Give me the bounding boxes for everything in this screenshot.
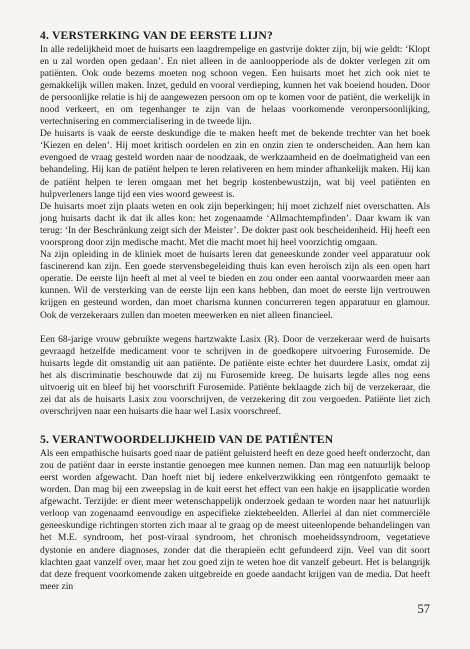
paragraph-4-4: Na zijn opleiding in de kliniek moet de huisarts leren dat geneeskunde zonder veel apparatuur ook fascinerend kan zijn. Een goede stervensbegeleiding thuis kan even heroïsch zijn als een open hart operatie. De eerste lijn heeft al met al veel te bieden en zou onder een aantal voorwaarden meer aan kunnen. Wil de versterking van de eerste lijn een kans hebben, dan moet de eerste lijn vertrouwen krijgen en gesteund worden, dan moet charisma kunnen concurreren tegen apparatuur en glamour. Ook de verzekeraars zullen dan moeten meewerken en niet alleen financieel. [40, 249, 430, 321]
section-spacer [40, 418, 430, 433]
paragraph-4-1: In alle redelijkheid moet de huisarts een laagdrempelige en gastvrije dokter zijn, bij wie geldt: ‘Klopt en u zal worden open gedaan’. En niet alleen in de aanloopperiode als de dokter verlegen zit om patiënten. Ook oude bezems moeten nog schoon vegen. Een huisarts moet het zich ook niet te gemakkelijk willen maken. Inzet, geduld en vooral verdieping, kunnen het vak boeiend houden. Door de persoonlijke relatie is hij de aangewezen persoon om op te komen voor de patiënt, die werkelijk in nood verkeert, en om tegenhanger te zijn van de helaas voorkomende veronpersoonlijking, vertechnisering en commercialisering in de tweede lijn. [40, 43, 430, 128]
paragraph-4-2: De huisarts is vaak de eerste deskundige die te maken heeft met de bekende trechter van het boek ‘Kiezen en delen’. Hij moet kritisch oordelen en zin en onzin zien te onderscheiden. Aan hem kan evengoed de vraag gesteld worden naar de noodzaak, de werkzaamheid en de doelmatigheid van een behandeling. Hij kan de patiënt helpen te leren relativeren en hem minder afhankelijk maken. Hij kan de patiënt helpen te leren omgaan met het begrip kostenbewustzijn, wat bij veel patiënten en hulpverleners lange tijd een vies woord geweest is. [40, 128, 430, 200]
paragraph-4-3: De huisarts moet zijn plaats weten en ook zijn beperkingen; hij moet zichzelf niet overschatten. Als jong huisarts dacht ik dat ik alles kon: het zogenaamde ‘Allmachtempfinden’. Daar kwam ik van terug: ‘In der Beschränkung zeigt sich der Meister’. De dokter past ook bescheidenheid. Hij heeft een voorsprong door zijn medische macht. Met die macht moet hij heel voorzichtig omgaan. [40, 200, 430, 248]
paragraph-5-1: Als een empathische huisarts goed naar de patiënt geluisterd heeft en deze goed heeft onderzocht, dan zou de patiënt daar in eerste instantie genoegen mee kunnen nemen. Dan mag een natuurlijk beloop eerst worden afgewacht. Dan hoeft niet bij iedere enkelverzwikking een röntgenfoto gemaakt te worden. Dan mag bij een zweepslag in de kuit eerst het effect van een hakje en ijsapplicatie worden afgewacht. Terzijde: er dient meer wetenschappelijk onderzoek gedaan te worden naar het natuurlijk verloop van zogenaamd eenvoudige en aspecifieke ziektebeelden. Allerlei al dan niet commerciële geneeskundige richtingen storten zich maar al te graag op de meest uiteenlopende behandelingen van het M.E. syndroom, het post-viraal syndroom, het chronisch moeheidssyndroom, vegetatieve dystonie en andere diagnoses, zonder dat die therapieën echt gefundeerd zijn. Veel van dit soort klachten gaat vanzelf over, maar het zou goed zijn te weten hoe dit vanzelf gebeurt. Het is belangrijk dat deze frequent voorkomende zaken uitgebreide en goede aandacht krijgen van de media. Dat heeft meer zin [40, 447, 430, 592]
section-heading-5: 5. VERANTWOORDELIJKHEID VAN DE PATIËNTEN [40, 433, 334, 447]
paragraph-spacer [40, 322, 430, 334]
section-heading-4: 4. VERSTERKING VAN DE EERSTE LIJN? [40, 29, 273, 42]
paragraph-4-case: Een 68-jarige vrouw gebruikte wegens hartzwakte Lasix (R). Door de verzekeraar werd de huisarts gevraagd hetzelfde medicament voor te schrijven in de goedkopere uitvoering Furosemide. De huisarts legde dit omstandig uit aan patiënte. De patiënte eiste echter het duurdere Lasix, omdat zij het als discriminatie beschouwde dat zij nu Furosemide kreeg. De huisarts legde alles nog eens uitvoerig uit en bleef bij het voorschrift Furosemide. Patiënte beklaagde zich bij de verzekeraar, die zei dat als de huisarts Lasix zou voorschrijven, de verzekering dit zou vergoeden. Patiënte liet zich overschrijven naar een huisarts die haar wel Lasix voorschreef. [40, 333, 430, 418]
page-number: 57 [417, 602, 430, 616]
